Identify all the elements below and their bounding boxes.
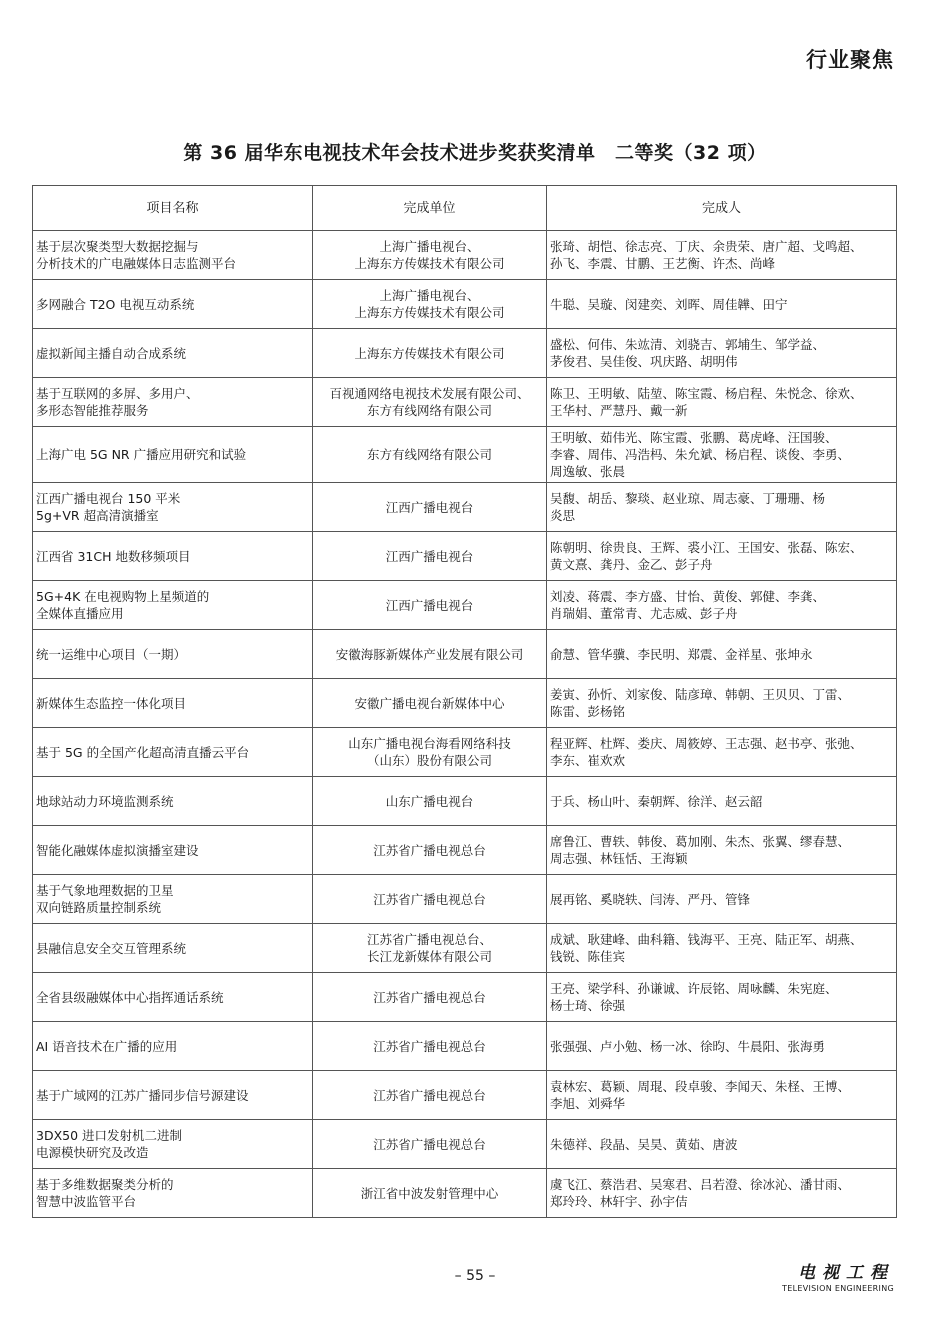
cell-project-name bbox=[33, 875, 313, 924]
cell-text-line: 杨士琦、徐强 bbox=[550, 998, 626, 1013]
cell-persons bbox=[547, 1071, 897, 1120]
cell-text-line: 县融信息安全交互管理系统 bbox=[36, 940, 187, 956]
cell-text-line: 江西广播电视台 150 平米 bbox=[36, 491, 181, 506]
cell-text-line: 全省县级融媒体中心指挥通话系统 bbox=[36, 989, 224, 1005]
cell-text-line: 江西广播电视台 bbox=[385, 548, 474, 564]
cell-text-line: 统一运维中心项目（一期） bbox=[36, 646, 187, 662]
cell-text-line: 江苏省广播电视总台 bbox=[373, 1087, 486, 1103]
cell-unit bbox=[313, 231, 547, 280]
cell-text-line: 李旭、刘舜华 bbox=[550, 1096, 626, 1111]
magazine-name-en: TELEVISION ENGINEERING bbox=[782, 1284, 894, 1293]
cell-text-line: 茅俊君、吴佳俊、巩庆路、胡明伟 bbox=[550, 354, 738, 369]
cell-text-line: 朱德祥、段晶、吴昊、黄茹、唐波 bbox=[550, 1136, 738, 1152]
cell-text-line: 展再铭、奚晓轶、闫涛、严丹、管锋 bbox=[550, 891, 751, 907]
cell-text-line: 席鲁江、曹轶、韩俊、葛加刚、朱杰、张翼、缪春慧、 bbox=[550, 834, 851, 849]
cell-text-line: 江苏省广播电视总台 bbox=[373, 989, 486, 1005]
cell-project-name bbox=[33, 231, 313, 280]
table-row bbox=[33, 679, 897, 728]
cell-text-line: 张琦、胡恺、徐志亮、丁庆、余贵荣、唐广超、戈鸣超、 bbox=[550, 239, 863, 254]
cell-text-line: 智慧中波监管平台 bbox=[36, 1194, 137, 1209]
cell-unit bbox=[313, 1022, 547, 1071]
table-row bbox=[33, 630, 897, 679]
cell-text-line: 江西广播电视台 bbox=[385, 597, 474, 613]
cell-text-line: 安徽广播电视台新媒体中心 bbox=[354, 695, 505, 711]
awards-table bbox=[32, 185, 897, 1218]
cell-text-line: 炎思 bbox=[550, 508, 576, 523]
cell-text-line: 上海东方传媒技术有限公司 bbox=[354, 345, 505, 361]
cell-project-name bbox=[33, 924, 313, 973]
cell-text-line: 盛松、何伟、朱竑清、刘骁吉、郭埔生、邹学益、 bbox=[550, 337, 826, 352]
cell-unit bbox=[313, 777, 547, 826]
cell-persons bbox=[547, 728, 897, 777]
cell-project-name bbox=[33, 679, 313, 728]
cell-text-line: 俞慧、管华骥、李民明、郑震、金祥星、张坤永 bbox=[550, 646, 813, 662]
cell-project-name bbox=[33, 1120, 313, 1169]
cell-text-line: 虞飞江、蔡浩君、吴寒君、吕若澄、徐冰沁、潘甘雨、 bbox=[550, 1177, 851, 1192]
cell-project-name bbox=[33, 973, 313, 1022]
cell-project-name bbox=[33, 532, 313, 581]
cell-text-line: 李东、崔欢欢 bbox=[550, 753, 626, 768]
cell-text-line: 基于 5G 的全国产化超高清直播云平台 bbox=[36, 744, 250, 760]
cell-project-name bbox=[33, 728, 313, 777]
cell-text-line: 山东广播电视台海看网络科技 bbox=[348, 736, 511, 751]
table-row bbox=[33, 581, 897, 630]
cell-persons bbox=[547, 826, 897, 875]
cell-text-line: 江苏省广播电视总台 bbox=[373, 1136, 486, 1152]
cell-project-name bbox=[33, 378, 313, 427]
table-row bbox=[33, 1071, 897, 1120]
cell-text-line: 基于广域网的江苏广播同步信号源建设 bbox=[36, 1087, 249, 1103]
page-number: – 55 – bbox=[454, 1268, 496, 1284]
cell-persons bbox=[547, 1022, 897, 1071]
page-title: 第 36 届华东电视技术年会技术进步奖获奖清单 二等奖（32 项） bbox=[183, 142, 767, 164]
table-row bbox=[33, 826, 897, 875]
table-row bbox=[33, 427, 897, 483]
cell-text-line: 多形态智能推荐服务 bbox=[36, 403, 149, 418]
cell-text-line: 基于多维数据聚类分析的 bbox=[36, 1177, 174, 1192]
table-row bbox=[33, 483, 897, 532]
cell-unit bbox=[313, 1120, 547, 1169]
header-persons: 完成人 bbox=[547, 186, 897, 231]
cell-project-name bbox=[33, 427, 313, 483]
cell-unit bbox=[313, 924, 547, 973]
cell-persons bbox=[547, 280, 897, 329]
cell-text-line: 浙江省中波发射管理中心 bbox=[360, 1185, 499, 1201]
magazine-name-cn: 电视工程 bbox=[798, 1263, 894, 1283]
cell-text-line: 江苏省广播电视总台、 bbox=[366, 932, 492, 947]
cell-persons bbox=[547, 630, 897, 679]
cell-text-line: 江苏省广播电视总台 bbox=[373, 891, 486, 907]
cell-text-line: 王亮、梁学科、孙谦诚、许辰铭、周咏麟、朱宪庭、 bbox=[550, 981, 838, 996]
cell-persons bbox=[547, 581, 897, 630]
cell-unit bbox=[313, 532, 547, 581]
cell-text-line: 虚拟新闻主播自动合成系统 bbox=[36, 345, 187, 361]
cell-persons bbox=[547, 875, 897, 924]
cell-text-line: 电源模快研究及改造 bbox=[36, 1145, 149, 1160]
table-row bbox=[33, 1169, 897, 1218]
table-row bbox=[33, 1022, 897, 1071]
table-row bbox=[33, 532, 897, 581]
cell-unit bbox=[313, 973, 547, 1022]
cell-text-line: 上海广播电视台、 bbox=[379, 239, 480, 254]
cell-project-name bbox=[33, 826, 313, 875]
cell-unit bbox=[313, 329, 547, 378]
cell-text-line: AI 语音技术在广播的应用 bbox=[36, 1038, 178, 1054]
cell-text-line: 牛聪、吴璇、闵建奕、刘晖、周佳韡、田宁 bbox=[550, 296, 788, 312]
cell-text-line: 程亚辉、杜辉、娄庆、周筱婷、王志强、赵书亭、张弛、 bbox=[550, 736, 863, 751]
cell-text-line: 黄文熹、龚丹、金乙、彭子舟 bbox=[550, 557, 713, 572]
table-row bbox=[33, 924, 897, 973]
cell-persons bbox=[547, 532, 897, 581]
cell-text-line: 全媒体直播应用 bbox=[36, 606, 124, 621]
cell-text-line: 新媒体生态监控一体化项目 bbox=[36, 695, 187, 711]
cell-text-line: 上海广电 5G NR 广播应用研究和试验 bbox=[36, 447, 247, 462]
cell-text-line: 江苏省广播电视总台 bbox=[373, 1038, 486, 1054]
cell-persons bbox=[547, 427, 897, 483]
cell-text-line: 智能化融媒体虚拟演播室建设 bbox=[36, 842, 199, 858]
cell-text-line: 王华村、严慧丹、戴一新 bbox=[550, 403, 688, 418]
cell-text-line: 5G+4K 在电视购物上星频道的 bbox=[36, 589, 210, 604]
cell-text-line: 陈雷、彭杨铭 bbox=[550, 704, 626, 719]
table-row bbox=[33, 329, 897, 378]
table-row bbox=[33, 1120, 897, 1169]
cell-persons bbox=[547, 679, 897, 728]
cell-text-line: 东方有线网络有限公司 bbox=[366, 403, 492, 418]
cell-unit bbox=[313, 1169, 547, 1218]
cell-project-name bbox=[33, 777, 313, 826]
cell-project-name bbox=[33, 1022, 313, 1071]
cell-persons bbox=[547, 1169, 897, 1218]
table-row bbox=[33, 973, 897, 1022]
cell-text-line: 肖瑞娟、董常青、尤志威、彭子舟 bbox=[550, 606, 738, 621]
cell-unit bbox=[313, 378, 547, 427]
cell-text-line: 上海广播电视台、 bbox=[379, 288, 480, 303]
cell-project-name bbox=[33, 1169, 313, 1218]
cell-text-line: 张强强、卢小勉、杨一冰、徐昀、牛晨阳、张海勇 bbox=[550, 1038, 826, 1054]
cell-text-line: 周志强、林钰恬、王海颖 bbox=[550, 851, 688, 866]
cell-unit bbox=[313, 728, 547, 777]
cell-unit bbox=[313, 826, 547, 875]
cell-text-line: 百视通网络电视技术发展有限公司、 bbox=[329, 386, 530, 401]
cell-project-name bbox=[33, 630, 313, 679]
cell-text-line: 孙飞、李震、甘鹏、王艺衡、许杰、尚峰 bbox=[550, 256, 776, 271]
cell-text-line: 于兵、杨山叶、秦朝辉、徐洋、赵云韶 bbox=[550, 793, 763, 809]
cell-unit bbox=[313, 427, 547, 483]
cell-unit bbox=[313, 581, 547, 630]
cell-text-line: 多网融合 T2O 电视互动系统 bbox=[36, 296, 195, 312]
table-row bbox=[33, 280, 897, 329]
cell-text-line: 安徽海豚新媒体产业发展有限公司 bbox=[335, 646, 524, 662]
cell-text-line: 江西广播电视台 bbox=[385, 499, 474, 515]
cell-text-line: 江西省 31CH 地数移频项目 bbox=[36, 548, 191, 564]
cell-text-line: 周逸敏、张晨 bbox=[550, 464, 626, 479]
cell-text-line: 郑玲玲、林轩宇、孙宇佶 bbox=[550, 1194, 688, 1209]
cell-persons bbox=[547, 973, 897, 1022]
cell-text-line: 双向链路质量控制系统 bbox=[36, 900, 162, 915]
cell-text-line: 上海东方传媒技术有限公司 bbox=[354, 256, 505, 271]
cell-text-line: 刘凌、蒋震、李方盛、甘怡、黄俊、郭健、李龚、 bbox=[550, 589, 826, 604]
cell-project-name bbox=[33, 581, 313, 630]
cell-text-line: 陈卫、王明敏、陆堃、陈宝霞、杨启程、朱悦念、徐欢、 bbox=[550, 386, 863, 401]
cell-text-line: 分析技术的广电融媒体日志监测平台 bbox=[36, 256, 237, 271]
table-header-row bbox=[33, 186, 897, 231]
cell-unit bbox=[313, 630, 547, 679]
cell-text-line: 基于层次聚类型大数据挖掘与 bbox=[36, 239, 199, 254]
cell-text-line: 基于互联网的多屏、多用户、 bbox=[36, 386, 199, 401]
cell-project-name bbox=[33, 329, 313, 378]
cell-persons bbox=[547, 378, 897, 427]
cell-text-line: 姜寅、孙忻、刘家俊、陆彦璋、韩朝、王贝贝、丁雷、 bbox=[550, 687, 851, 702]
cell-persons bbox=[547, 329, 897, 378]
cell-text-line: 上海东方传媒技术有限公司 bbox=[354, 305, 505, 320]
table-row bbox=[33, 378, 897, 427]
cell-project-name bbox=[33, 280, 313, 329]
cell-text-line: （山东）股份有限公司 bbox=[366, 753, 492, 768]
section-tag: 行业聚焦 bbox=[806, 48, 894, 72]
cell-unit bbox=[313, 679, 547, 728]
cell-persons bbox=[547, 231, 897, 280]
table-row bbox=[33, 728, 897, 777]
cell-persons bbox=[547, 777, 897, 826]
cell-text-line: 成斌、耿建峰、曲科籍、钱海平、王亮、陆正军、胡燕、 bbox=[550, 932, 863, 947]
cell-text-line: 吴馥、胡岳、黎琰、赵业琼、周志豪、丁珊珊、杨 bbox=[550, 491, 826, 506]
cell-text-line: 江苏省广播电视总台 bbox=[373, 842, 486, 858]
header-unit: 完成单位 bbox=[313, 186, 547, 231]
cell-text-line: 5g+VR 超高清演播室 bbox=[36, 508, 159, 523]
cell-text-line: 3DX50 进口发射机二进制 bbox=[36, 1128, 183, 1143]
cell-text-line: 袁林宏、葛颖、周琨、段卓骏、李闻天、朱柽、王博、 bbox=[550, 1079, 851, 1094]
cell-text-line: 李睿、周伟、冯浩杩、朱允斌、杨启程、谈俊、李勇、 bbox=[550, 447, 851, 462]
cell-text-line: 东方有线网络有限公司 bbox=[366, 447, 492, 462]
cell-unit bbox=[313, 483, 547, 532]
cell-persons bbox=[547, 483, 897, 532]
table-row bbox=[33, 875, 897, 924]
cell-persons bbox=[547, 1120, 897, 1169]
cell-text-line: 王明敏、茹伟光、陈宝霞、张鹏、葛虎峰、汪国骏、 bbox=[550, 430, 838, 445]
table-row bbox=[33, 777, 897, 826]
cell-persons bbox=[547, 924, 897, 973]
cell-unit bbox=[313, 1071, 547, 1120]
header-project-name: 项目名称 bbox=[33, 186, 313, 231]
cell-project-name bbox=[33, 1071, 313, 1120]
cell-project-name bbox=[33, 483, 313, 532]
cell-unit bbox=[313, 280, 547, 329]
cell-text-line: 长江龙新媒体有限公司 bbox=[366, 949, 492, 964]
cell-text-line: 陈朝明、徐贵良、王辉、裘小江、王国安、张磊、陈宏、 bbox=[550, 540, 863, 555]
cell-text-line: 山东广播电视台 bbox=[385, 793, 474, 809]
cell-text-line: 地球站动力环境监测系统 bbox=[36, 793, 174, 809]
table-row bbox=[33, 231, 897, 280]
cell-text-line: 钱锐、陈佳宾 bbox=[550, 949, 626, 964]
cell-unit bbox=[313, 875, 547, 924]
cell-text-line: 基于气象地理数据的卫星 bbox=[36, 883, 174, 898]
